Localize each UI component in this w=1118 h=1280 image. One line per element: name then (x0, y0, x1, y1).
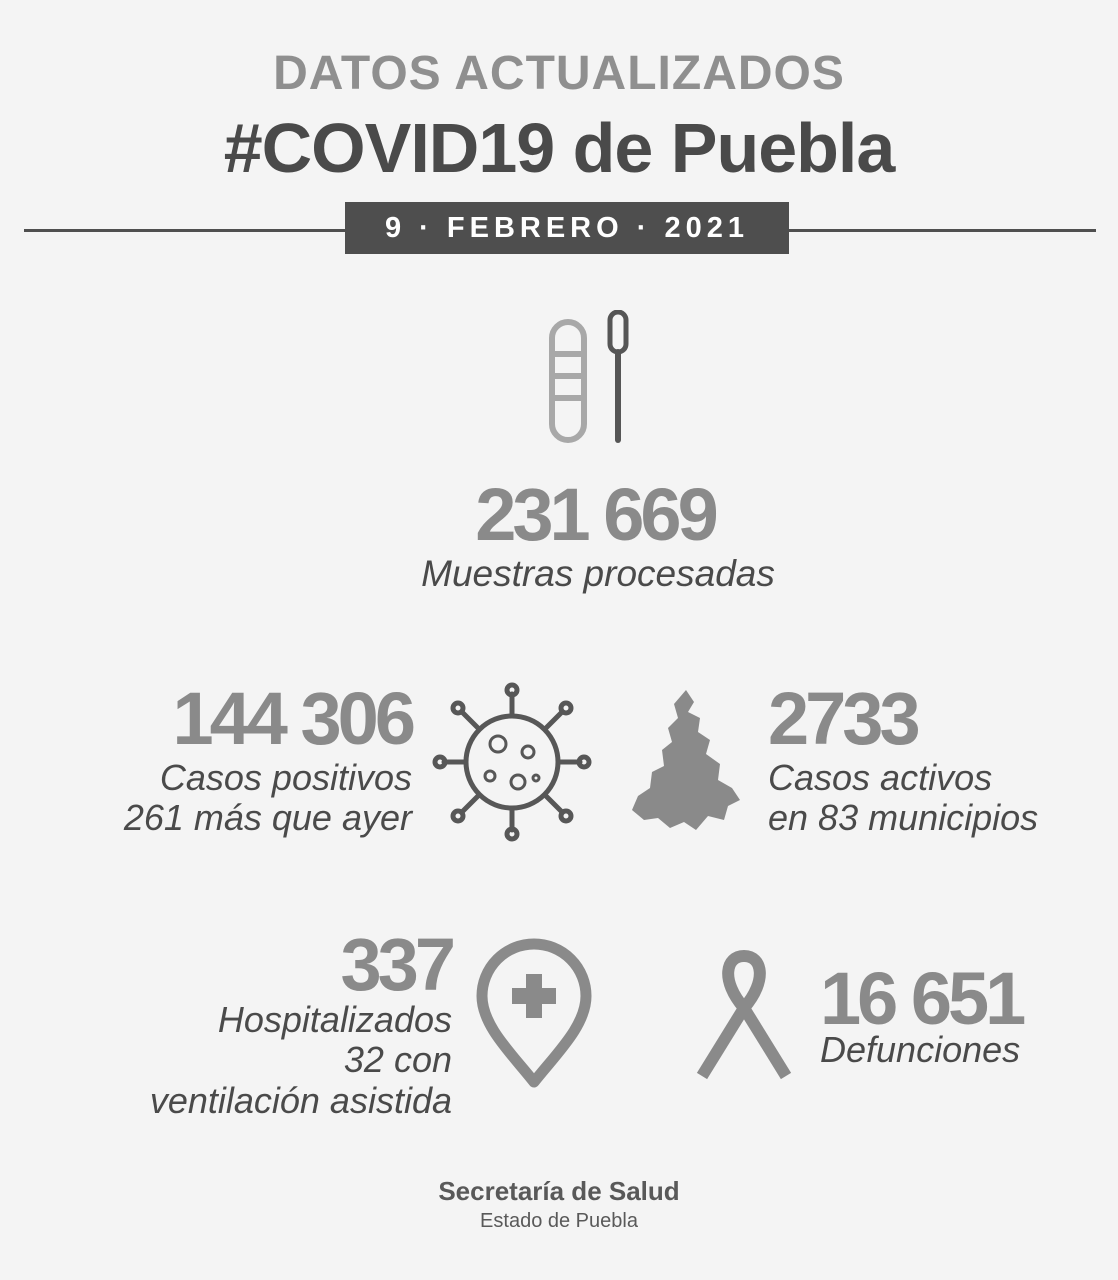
date-text: 9 · FEBRERO · 2021 (385, 211, 749, 244)
divider-right (780, 229, 1096, 232)
muestras-label: Muestras procesadas (421, 553, 775, 594)
puebla-map-icon (628, 688, 746, 836)
test-tube-swab-icon (540, 310, 640, 450)
hospitalizados-label-line1: Hospitalizados (217, 999, 452, 1040)
hospitalizados-value: 337 (340, 923, 452, 1006)
footer-title: Secretaría de Salud (438, 1176, 680, 1206)
activos-label-line1: Casos activos (768, 757, 993, 798)
hospital-location-icon (474, 938, 594, 1090)
defunciones-label: Defunciones (820, 1029, 1021, 1070)
ribbon-icon (690, 946, 798, 1092)
hospitalizados-label-line3: ventilación asistida (149, 1079, 452, 1121)
defunciones-value: 16 651 (820, 957, 1023, 1040)
activos-label-line2: en 83 municipios (768, 797, 1039, 839)
positivos-label-line1: Casos positivos (159, 757, 412, 798)
page-title: #COVID19 de Puebla (223, 109, 895, 187)
header-kicker: DATOS ACTUALIZADOS (273, 47, 845, 100)
positivos-label-line2: 261 más que ayer (123, 797, 412, 839)
hospitalizados-label-line2: 32 con (343, 1039, 452, 1081)
activos-value: 2733 (768, 677, 917, 760)
activos-label (768, 758, 1108, 839)
hospitalizados-label (40, 1000, 452, 1121)
positivos-label (40, 758, 412, 839)
positivos-value: 144 306 (172, 677, 412, 760)
footer-subtitle: Estado de Puebla (480, 1210, 638, 1232)
muestras-value: 231 669 (475, 473, 715, 556)
date-badge (345, 202, 789, 254)
divider-left (24, 229, 354, 232)
virus-icon (432, 682, 592, 842)
